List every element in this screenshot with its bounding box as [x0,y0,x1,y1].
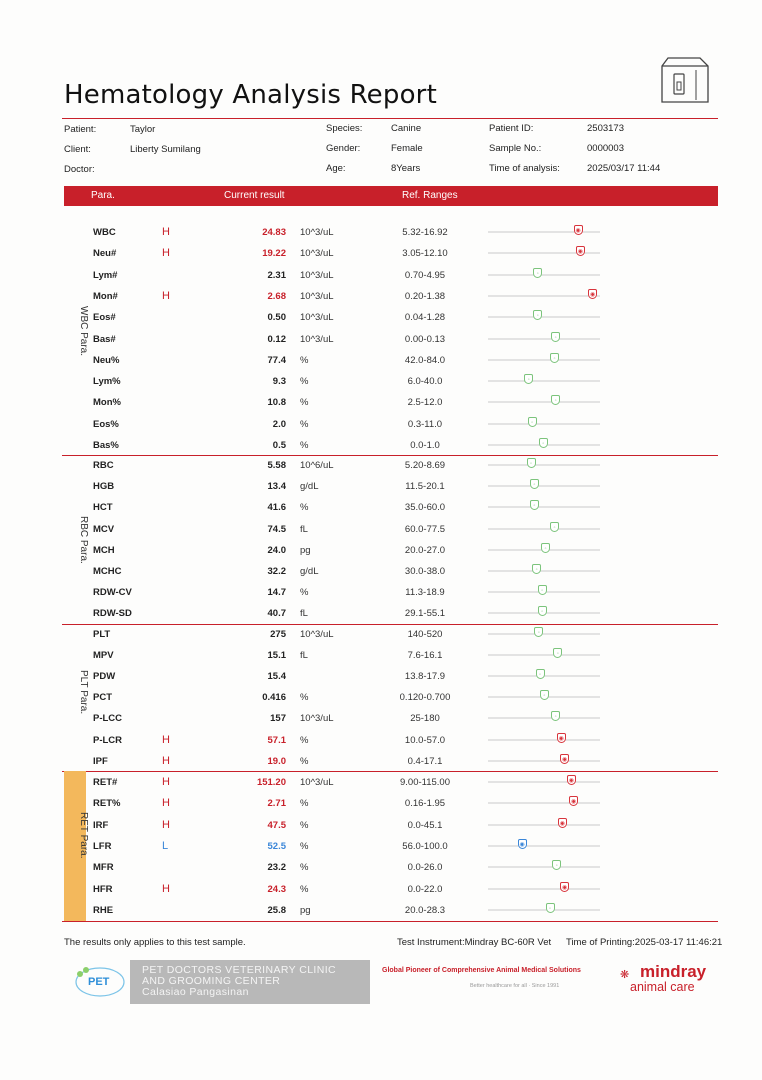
patient-id-label: Patient ID: [489,123,534,134]
reference-range: 140-520 [407,629,443,640]
clinic-line-1: PET DOCTORS VETERINARY CLINIC [142,964,337,976]
result-value: 2.0 [272,418,286,430]
reference-range: 0.70-4.95 [404,269,446,281]
table-row [0,264,762,285]
table-row [0,581,762,602]
test-instrument: Test Instrument:Mindray BC-60R Vet [397,937,552,948]
param-name: RHE [93,904,114,916]
clinic-line-2: AND GROOMING CENTER [142,975,281,987]
range-bar [488,528,600,530]
reference-range: 35.0-60.0 [404,502,446,514]
range-bar [488,231,600,233]
reference-range: 5.32-16.92 [402,227,448,238]
header-divider [62,118,718,119]
table-row [0,349,762,370]
table-row [0,413,762,434]
result-value: 15.4 [267,671,286,683]
report-title: Hematology Analysis Report [64,80,437,110]
result-value: 41.6 [267,502,286,514]
patient-value: Taylor [130,124,156,135]
range-bar [488,781,600,783]
result-unit: fL [300,608,308,620]
param-name: P-LCC [93,713,123,725]
result-value: 10.8 [267,397,286,409]
param-name: PLT [93,629,111,640]
range-marker-icon: ◦ [551,711,560,721]
table-row [0,623,762,644]
result-unit: fL [300,523,308,535]
table-row [0,328,762,349]
result-unit: % [300,376,309,388]
reference-range: 20.0-27.0 [404,544,446,556]
result-unit: % [300,397,309,409]
range-bar [488,760,600,762]
param-name: Mon% [93,397,121,409]
param-name: Lym% [93,376,121,388]
result-unit: 10^3/uL [300,269,334,281]
analyzer-device-icon [656,52,712,108]
result-value: 57.1 [267,734,286,746]
result-value: 19.0 [267,755,286,767]
range-marker-icon: ◉ [560,882,569,892]
range-marker-icon: ◦ [546,903,555,913]
reference-range: 0.04-1.28 [404,312,446,324]
range-marker-icon: ◉ [567,775,576,785]
header-ref-ranges: Ref. Ranges [402,190,458,201]
table-bottom-divider [62,921,718,922]
result-unit: % [300,692,309,704]
analysis-time-label: Time of analysis: [489,163,560,174]
range-marker-icon: ◦ [533,268,542,278]
sample-no-value: 0000003 [587,143,624,154]
gender-label: Gender: [326,143,361,154]
mindray-tagline: Better healthcare for all · Since 1991 [470,983,560,989]
result-unit: 10^3/uL [300,290,334,302]
result-unit: % [300,755,309,767]
result-value: 275 [270,629,286,640]
result-flag: H [162,776,170,788]
table-row [0,878,762,899]
range-bar [488,295,600,297]
range-bar [488,274,600,276]
range-bar [488,401,600,403]
range-bar [488,506,600,508]
range-bar [488,717,600,719]
section-label-plt: PLT Para. [78,670,89,715]
result-unit: g/dL [300,481,319,493]
param-name: P-LCR [93,734,123,746]
range-marker-icon: ◦ [550,522,559,532]
results-table-header [64,186,718,206]
result-value: 77.4 [267,354,286,366]
result-value: 14.7 [267,587,286,599]
result-unit: 10^3/uL [300,333,334,345]
param-name: LFR [93,840,112,852]
table-row [0,750,762,771]
param-name: PDW [93,671,116,683]
reference-range: 10.0-57.0 [404,734,446,746]
range-marker-icon: ◦ [524,374,533,384]
range-bar [488,909,600,911]
table-row [0,899,762,920]
result-unit: % [300,354,309,366]
table-row [0,856,762,877]
printing-time: Time of Printing:2025-03-17 11:46:21 [566,937,723,948]
doctor-label: Doctor: [64,164,95,175]
patient-id-value: 2503173 [587,123,624,134]
range-bar [488,570,600,572]
param-name: MCV [93,523,115,535]
range-marker-icon: ◦ [536,669,545,679]
range-marker-icon: ◉ [557,733,566,743]
range-bar [488,380,600,382]
result-unit: % [300,840,309,852]
table-row [0,814,762,835]
param-name: RDW-SD [93,608,132,620]
table-row [0,560,762,581]
range-marker-icon: ◉ [569,796,578,806]
param-name: Bas# [93,333,116,345]
param-name: Eos# [93,312,116,324]
reference-range: 13.8-17.9 [404,671,446,683]
table-row [0,792,762,813]
result-value: 47.5 [267,819,286,831]
table-row [0,434,762,455]
table-row [0,496,762,517]
range-marker-icon: ◦ [551,332,560,342]
reference-range: 7.6-16.1 [407,650,443,662]
result-flag: H [162,818,170,831]
param-name: PCT [93,692,112,704]
range-marker-icon: ◉ [558,818,567,828]
range-marker-icon: ◦ [541,543,550,553]
reference-range: 11.3-18.9 [405,587,445,599]
range-marker-icon: ◦ [539,438,548,448]
param-name: HCT [93,502,113,514]
table-row [0,602,762,623]
range-marker-icon: ◦ [533,310,542,320]
result-flag: H [162,733,170,746]
range-marker-icon: ◉ [574,225,583,235]
range-marker-icon: ◉ [560,754,569,764]
param-name: MCH [93,544,115,556]
param-name: Neu# [93,248,117,260]
table-row [0,285,762,306]
result-flag: H [162,289,170,302]
table-row [0,644,762,665]
param-name: RET# [93,777,118,788]
result-value: 0.50 [267,312,286,324]
table-row [0,665,762,686]
client-label: Client: [64,144,91,155]
reference-range: 0.00-0.13 [404,333,446,345]
range-marker-icon: ◦ [552,860,561,870]
result-flag: H [162,247,170,260]
range-marker-icon: ◉ [588,289,597,299]
result-value: 24.83 [262,227,286,238]
result-unit: % [300,862,309,874]
param-name: RDW-CV [93,587,132,599]
range-bar [488,739,600,741]
param-name: MFR [93,862,114,874]
sample-no-label: Sample No.: [489,143,542,154]
header-para: Para. [91,190,115,201]
range-marker-icon: ◦ [553,648,562,658]
range-marker-icon: ◦ [551,395,560,405]
result-value: 0.5 [272,440,286,451]
result-flag: H [162,797,170,810]
footnote: The results only applies to this test sample. [64,937,246,948]
paw-icon: ❋ [620,969,630,981]
param-name: Neu% [93,354,120,366]
result-value: 24.3 [267,883,286,895]
species-label: Species: [326,123,363,134]
range-bar [488,824,600,826]
param-name: WBC [93,227,116,238]
range-bar [488,485,600,487]
mindray-logo: mindray [640,962,707,981]
reference-range: 29.1-55.1 [404,608,446,620]
range-marker-icon: ◦ [534,627,543,637]
result-flag: H [162,754,170,767]
result-unit: g/dL [300,566,319,577]
result-unit: pg [300,544,311,556]
result-unit: % [300,440,309,451]
reference-range: 30.0-38.0 [404,566,446,577]
result-value: 19.22 [262,248,286,260]
reference-range: 5.20-8.69 [404,460,446,471]
range-marker-icon: ◉ [576,246,585,256]
range-bar [488,845,600,847]
param-name: IRF [93,819,109,831]
result-unit: % [300,587,309,599]
result-unit: 10^3/uL [300,312,334,324]
result-unit: 10^3/uL [300,248,334,260]
patient-label: Patient: [64,124,97,135]
result-unit: 10^3/uL [300,713,334,725]
result-value: 2.71 [267,798,286,810]
result-unit: fL [300,650,308,662]
reference-range: 9.00-115.00 [399,777,450,788]
reference-range: 0.20-1.38 [404,290,446,302]
section-label-wbc: WBC Para. [78,306,89,357]
table-row [0,221,762,242]
param-name: Lym# [93,269,118,281]
reference-range: 20.0-28.3 [404,904,446,916]
result-flag: L [162,839,169,852]
result-value: 74.5 [267,523,286,535]
param-name: MCHC [93,566,122,577]
result-flag: H [162,882,170,895]
param-name: Eos% [93,418,119,430]
result-value: 25.8 [267,904,286,916]
param-name: RET% [93,798,121,810]
table-row [0,729,762,750]
result-value: 9.3 [272,376,286,388]
range-bar [488,866,600,868]
table-row [0,370,762,391]
result-unit: % [300,502,309,514]
range-marker-icon: ◦ [540,690,549,700]
param-name: RBC [93,460,114,471]
result-unit: 10^3/uL [300,227,334,238]
table-row [0,475,762,496]
table-row [0,518,762,539]
clinic-line-3: Calasiao Pangasinan [142,986,249,998]
clinic-name [142,965,336,998]
range-bar [488,464,600,466]
result-unit: % [300,883,309,895]
result-value: 40.7 [267,608,286,620]
gender-value: Female [391,143,423,154]
table-row [0,707,762,728]
range-bar [488,338,600,340]
result-value: 5.58 [267,460,286,471]
result-unit: % [300,798,309,810]
result-value: 52.5 [267,840,286,852]
reference-range: 0.120-0.700 [399,692,451,704]
range-bar [488,654,600,656]
reference-range: 60.0-77.5 [404,523,446,535]
range-marker-icon: ◦ [530,500,539,510]
reference-range: 42.0-84.0 [404,354,446,366]
reference-range: 25-180 [410,713,440,725]
range-marker-icon: ◦ [538,585,547,595]
result-value: 157 [270,713,286,725]
mindray-slogan: Global Pioneer of Comprehensive Animal Medical Solutions [382,967,581,974]
range-bar [488,802,600,804]
table-row [0,835,762,856]
table-row [0,539,762,560]
reference-range: 0.0-1.0 [410,440,440,451]
range-marker-icon: ◦ [527,458,536,468]
result-value: 15.1 [267,650,286,662]
reference-range: 0.4-17.1 [407,755,443,767]
range-marker-icon: ◦ [538,606,547,616]
age-value: 8Years [391,163,421,174]
reference-range: 11.5-20.1 [405,481,445,493]
param-name: HGB [93,481,115,493]
analysis-time-value: 2025/03/17 11:44 [587,163,661,174]
result-unit: 10^3/uL [300,777,334,788]
range-marker-icon: ◦ [530,479,539,489]
result-value: 0.12 [267,333,286,345]
range-bar [488,633,600,635]
reference-range: 3.05-12.10 [402,248,448,260]
param-name: Mon# [93,290,118,302]
table-row [0,454,762,475]
client-value: Liberty Sumilang [130,144,201,155]
table-row [0,242,762,263]
range-marker-icon: ◦ [550,353,559,363]
result-value: 23.2 [267,862,286,874]
param-name: MPV [93,650,114,662]
table-row [0,306,762,327]
reference-range: 56.0-100.0 [402,840,448,852]
reference-range: 0.16-1.95 [404,798,446,810]
param-name: HFR [93,883,113,895]
result-value: 151.20 [256,777,286,788]
animal-care-logo: animal care [630,980,695,994]
result-value: 24.0 [267,544,286,556]
range-marker-icon: ◉ [518,839,527,849]
result-value: 32.2 [267,566,286,577]
pet-logo-text: PET [88,976,110,988]
param-name: IPF [93,755,108,767]
table-row [0,686,762,707]
result-value: 0.416 [262,692,286,704]
range-marker-icon: ◦ [528,417,537,427]
result-unit: 10^6/uL [300,460,334,471]
table-row [0,771,762,792]
species-value: Canine [391,123,422,134]
range-bar [488,423,600,425]
result-unit: % [300,418,309,430]
age-label: Age: [326,163,346,174]
result-unit: pg [300,904,311,916]
result-value: 2.68 [267,290,286,302]
result-value: 13.4 [267,481,286,493]
result-unit: % [300,734,309,746]
section-label-rbc: RBC Para. [78,516,89,564]
result-unit: % [300,819,309,831]
range-bar [488,316,600,318]
range-bar [488,359,600,361]
param-name: Bas% [93,440,119,451]
result-unit: 10^3/uL [300,629,334,640]
reference-range: 2.5-12.0 [407,397,443,409]
table-row [0,391,762,412]
result-flag: H [162,226,170,238]
reference-range: 6.0-40.0 [407,376,443,388]
reference-range: 0.3-11.0 [407,418,443,430]
reference-range: 0.0-22.0 [407,883,443,895]
header-current-result: Current result [224,190,285,201]
range-bar [488,888,600,890]
reference-range: 0.0-45.1 [407,819,443,831]
result-value: 2.31 [267,269,286,281]
range-marker-icon: ◦ [532,564,541,574]
section-label-ret: RET Para. [78,812,89,859]
reference-range: 0.0-26.0 [407,862,443,874]
